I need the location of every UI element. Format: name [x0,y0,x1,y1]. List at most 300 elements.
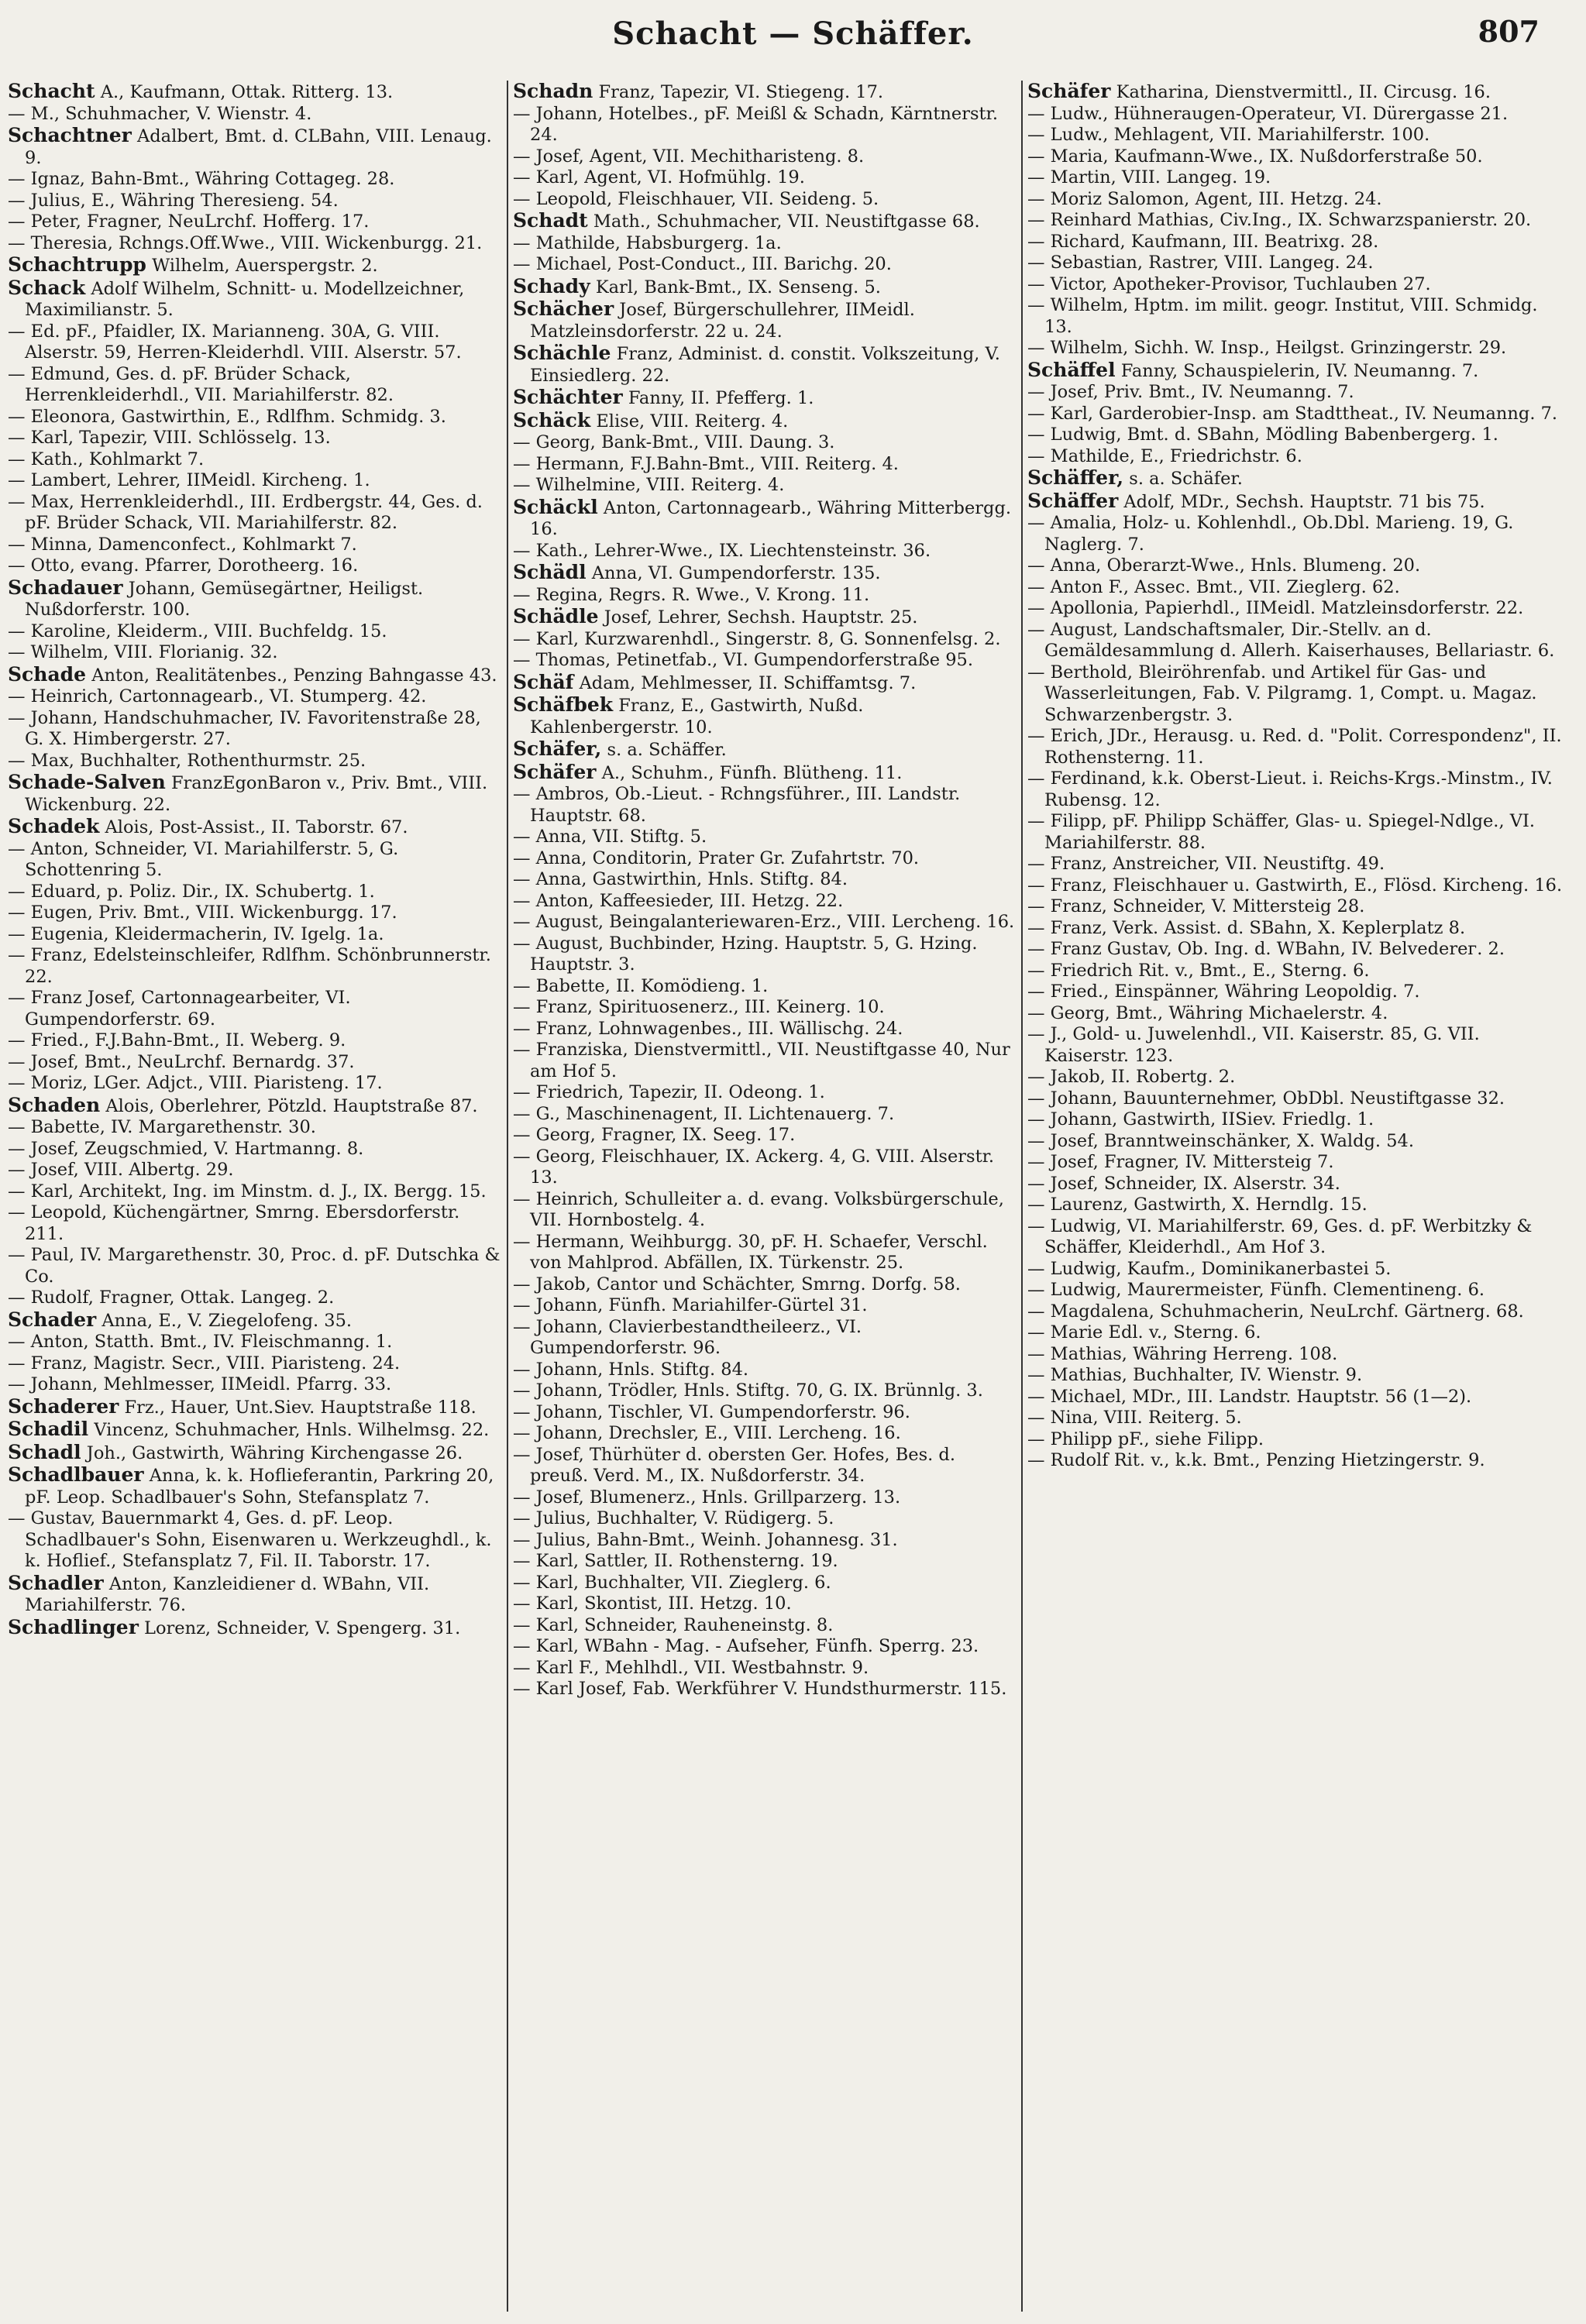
directory-entry [513,869,1017,891]
directory-entry [1027,253,1570,274]
directory-entry [8,882,502,903]
directory-entry [1027,446,1570,468]
entry-details: — Karl, Schneider, Rauheneinstg. 8. [513,1614,834,1635]
entry-details: Karl, Bank-Bmt., IX. Senseng. 5. [595,277,881,297]
entry-details: — Ed. pF., Pfaidler, IX. Marianneng. 30A, G. VIII. Alserstr. 59, Herren-Kleiderhdl. VIII. Alserstr. 57. [8,321,462,363]
directory-entry [513,562,1017,585]
directory-entry [8,555,502,577]
entry-details: — Karl, WBahn - Mag. - Aufseher, Fünfh. Sperrg. 23. [513,1636,979,1656]
directory-entry [513,1573,1017,1594]
directory-entry [8,945,502,988]
directory-entry [8,81,502,104]
entry-details: — Johann, Handschuhmacher, IV. Favoritenstraße 28, G. X. Himbergerstr. 27. [8,707,481,749]
directory-entry [513,912,1017,933]
entry-details: — Franz, Magistr. Secr., VIII. Piaristeng. 24. [8,1353,401,1373]
directory-entry [513,1295,1017,1317]
directory-entry [513,1402,1017,1424]
entry-details: — Georg, Bank-Bmt., VIII. Daung. 3. [513,432,835,452]
directory-entry [8,1464,502,1508]
directory-entry [1027,1131,1570,1153]
directory-entry [8,125,502,169]
directory-entry [1027,338,1570,359]
entry-details: — Theresia, Rchngs.Off.Wwe., VIII. Wickenburgg. 21. [8,232,483,253]
entry-details: — Martin, VIII. Langeg. 19. [1027,167,1271,187]
entry-details: — Heinrich, Cartonnagearb., VI. Stumperg. 42. [8,686,427,706]
entry-details: — Josef, Schneider, IX. Alserstr. 34. [1027,1173,1340,1194]
directory-entry [513,1274,1017,1296]
entry-surname: Schacht [8,81,95,102]
directory-entry [1027,1344,1570,1366]
entry-details: — Leopold, Fleischhauer, VII. Seideng. 5. [513,188,879,209]
entry-details: — Franz, Spirituosenerz., III. Keinerg. 10. [513,997,885,1017]
directory-entry [8,708,502,751]
directory-entry [8,1030,502,1052]
entry-details: Franz, Tapezir, VI. Stiegeng. 17. [598,82,884,102]
entry-details: — Johann, Bauunternehmer, ObDbl. Neustiftgasse 32. [1027,1088,1505,1109]
directory-entry [513,233,1017,255]
entry-details: — Josef, VIII. Albertg. 29. [8,1160,234,1180]
entry-details: — Amalia, Holz- u. Kohlenhdl., Ob.Dbl. Marieng. 19, G. Naglerg. 7. [1027,513,1514,555]
entry-details: Fanny, Schauspielerin, IV. Neumanng. 7. [1120,360,1479,381]
directory-entry [1027,918,1570,940]
directory-entry [1027,1365,1570,1387]
entry-details: — Friedrich Rit. v., Bmt., E., Sterng. 6. [1027,960,1370,981]
directory-entry [513,672,1017,695]
entry-details: — Johann, Trödler, Hnls. Stiftg. 70, G. IX. Brünnlg. 3. [513,1380,983,1401]
entry-surname: Schade [8,662,87,686]
directory-entry [1027,961,1570,982]
entry-details: — Friedrich, Tapezir, II. Odeong. 1. [513,1082,825,1102]
directory-entry [1027,1195,1570,1216]
directory-entry [8,1573,502,1617]
entry-details: — Anton, Kaffeesieder, III. Hetzg. 22. [513,890,844,911]
directory-entry [1027,104,1570,125]
entry-surname: Schächer [513,297,614,320]
entry-details: — Jakob, II. Robertg. 2. [1027,1067,1236,1087]
entry-details: — August, Buchbinder, Hzing. Hauptstr. 5, G. Hzing. Hauptstr. 3. [513,933,978,975]
directory-entry [8,1508,502,1573]
entry-details: Johann, Gemüsegärtner, Heiligst. Nußdorferstr. 100. [25,578,424,620]
entry-details: — Peter, Fragner, NeuLrchf. Hofferg. 17. [8,211,370,232]
directory-entry [1027,274,1570,296]
directory-entry [1027,1280,1570,1301]
directory-entry [1027,1429,1570,1451]
entry-details: — Karl Josef, Fab. Werkführer V. Hundsthurmerstr. 115. [513,1679,1007,1699]
entry-details: — Johann, Drechsler, E., VIII. Lercheng. 16. [513,1423,901,1443]
directory-entry [513,541,1017,562]
entry-details: — August, Beingalanteriewaren-Erz., VIII. Lercheng. 16. [513,912,1015,932]
directory-entry [1027,232,1570,253]
directory-entry [513,1636,1017,1658]
directory-entry [1027,1322,1570,1344]
entry-details: — Ambros, Ob.-Lieut. - Rchngsführer., III. Landstr. Hauptstr. 68. [513,784,961,826]
entry-surname: Schady [513,274,590,297]
entry-details: — Karoline, Kleiderm., VIII. Buchfeldg. 15. [8,621,387,641]
entry-details: Adolf Wilhelm, Schnitt- u. Modellzeichner, Maximilianstr. 5. [25,278,465,320]
directory-entry [513,81,1017,104]
entry-details: — Kath., Kohlmarkt 7. [8,449,205,469]
directory-entry [8,1374,502,1396]
directory-entry [8,924,502,946]
entry-details: — Sebastian, Rastrer, VIII. Langeg. 24. [1027,253,1374,273]
entry-details: Josef, Bürgerschullehrer, IIMeidl. Matzleinsdorferstr. 22 u. 24. [530,300,915,342]
entry-details: A., Kaufmann, Ottak. Ritterg. 13. [100,82,394,102]
directory-entry [513,1530,1017,1552]
directory-entry [1027,1408,1570,1429]
entry-surname: Schachtner [8,124,132,146]
entry-details: — Fried., Einspänner, Währing Leopoldig. 7. [1027,982,1420,1002]
entry-details: Frz., Hauer, Unt.Siev. Hauptstraße 118. [124,1397,476,1418]
directory-entry [513,387,1017,410]
entry-details: — Fried., F.J.Bahn-Bmt., II. Weberg. 9. [8,1030,346,1050]
entry-details: — Ludw., Mehlagent, VII. Mariahilferstr. 100. [1027,125,1430,145]
entry-details: — August, Landschaftsmaler, Dir.-Stellv. an d. Gemäldesammlung d. Allerh. Kaiserhauses, Bellariastr. 6. [1027,619,1555,661]
entry-surname: Schadn [513,81,593,102]
directory-entry [513,1189,1017,1232]
entry-details: — Anna, Oberarzt-Wwe., Hnls. Blumeng. 20. [1027,555,1421,576]
entry-details: — Babette, II. Komödieng. 1. [513,975,769,996]
entry-details: — Marie Edl. v., Sterng. 6. [1027,1322,1261,1342]
directory-entry [513,1232,1017,1274]
directory-entry [1027,490,1570,514]
directory-entry [1027,620,1570,662]
directory-entry [513,997,1017,1019]
entry-surname: Schäck [513,408,591,431]
entry-details: — Michael, MDr., III. Landstr. Hauptstr. 56 (1—2). [1027,1386,1472,1407]
entry-surname: Schädl [513,561,587,583]
entry-details: — Josef, Bmt., NeuLrchf. Bernardg. 37. [8,1051,355,1072]
entry-details: — Max, Buchhalter, Rothenthurmstr. 25. [8,750,366,771]
entry-details: — Philipp pF., siehe Filipp. [1027,1428,1264,1449]
entry-details: — Moriz, LGer. Adjct., VIII. Piaristeng. 17. [8,1073,383,1093]
entry-details: — Otto, evang. Pfarrer, Dorotheerg. 16. [8,555,359,576]
entry-details: — Kath., Lehrer-Wwe., IX. Liechtensteinstr. 36. [513,540,931,561]
directory-entry [513,1317,1017,1360]
directory-entry [8,686,502,708]
entry-details: — Franz, Fleischhauer u. Gastwirth, E., Flösd. Kircheng. 16. [1027,875,1563,896]
entry-details: — Franziska, Dienstvermittl., VII. Neustiftgasse 40, Nur am Hof 5. [513,1040,1010,1081]
directory-entry [1027,577,1570,599]
entry-details: — Michael, Post-Conduct., III. Barichg. 20. [513,254,892,274]
entry-details: — Franz Josef, Cartonnagearbeiter, VI. Gumpendorferstr. 69. [8,988,351,1030]
directory-entry [513,475,1017,497]
entry-details: — Josef, Branntweinschänker, X. Waldg. 54. [1027,1130,1414,1151]
entry-surname: Schadek [8,815,100,837]
entry-details: — Josef, Zeugschmied, V. Hartmanng. 8. [8,1138,364,1159]
entry-details: — Reinhard Mathias, Civ.Ing., IX. Schwarzspanierstr. 20. [1027,210,1532,230]
entry-details: — Max, Herrenkleiderhdl., III. Erdbergstr. 44, Ges. d. pF. Brüder Schack, VII. Mariahilferstr. 82. [8,491,483,533]
entry-details: Adalbert, Bmt. d. CLBahn, VIII. Lenaug. 9. [25,126,492,168]
entry-details: — Johann, Hnls. Stiftg. 84. [513,1359,749,1380]
entry-surname: Schächter [513,386,623,408]
entry-surname: Schadauer [8,576,123,599]
directory-columns [8,81,1578,2312]
entry-details: — Wilhelm, Hptm. im milit. geogr. Institut, VIII. Schmidg. 13. [1027,295,1538,337]
directory-entry [8,1052,502,1074]
directory-entry [513,104,1017,146]
entry-details: — Karl, Skontist, III. Hetzg. 10. [513,1593,792,1614]
directory-entry [8,1181,502,1203]
entry-details: — Johann, Fünfh. Mariahilfer-Gürtel 31. [513,1295,868,1315]
entry-details: — Josef, Thürhüter d. obersten Ger. Hofes, Bes. d. preuß. Verd. M., IX. Nußdorferstr. 34. [513,1444,955,1486]
directory-entry [8,1245,502,1287]
entry-details: — Franz, Schneider, V. Mittersteig 28. [1027,896,1365,916]
entry-details: — Eugenia, Kleidermacherin, IV. Igelg. 1a. [8,923,384,944]
entry-details: — Franz, Verk. Assist. d. SBahn, X. Keplerplatz 8. [1027,917,1466,938]
directory-entry [8,772,502,816]
directory-entry [513,167,1017,189]
directory-entry [1027,1259,1570,1281]
directory-entry [513,1082,1017,1104]
entry-surname: Schäfbek [513,693,614,716]
directory-entry [8,839,502,882]
entry-details: — Mathias, Buchhalter, IV. Wienstr. 9. [1027,1365,1363,1385]
directory-entry [8,1073,502,1095]
entry-details: — Karl, Garderobier-Insp. am Stadttheat., IV. Neumanng. 7. [1027,403,1558,424]
entry-surname: Schaden [8,1093,101,1116]
entry-details: — Karl, Sattler, II. Rothensterng. 19. [513,1551,838,1571]
entry-details: Math., Schuhmacher, VII. Neustiftgasse 68. [593,211,980,232]
directory-entry [513,1125,1017,1147]
entry-details: — Josef, Fragner, IV. Mittersteig 7. [1027,1152,1334,1172]
directory-entry [513,1147,1017,1189]
entry-details: — Jakob, Cantor und Schächter, Smrng. Dorfg. 58. [513,1274,961,1294]
column-2 [513,81,1017,2312]
directory-entry [1027,1450,1570,1472]
entry-details: — Ludw., Hühneraugen-Operateur, VI. Dürergasse 21. [1027,103,1509,124]
entry-details: — Babette, IV. Margarethenstr. 30. [8,1117,316,1137]
entry-details: — Johann, Mehlmesser, IIMeidl. Pfarrg. 33. [8,1374,392,1394]
directory-entry [513,606,1017,629]
directory-entry [513,342,1017,387]
directory-entry [8,254,502,277]
entry-details: — Franz Gustav, Ob. Ing. d. WBahn, IV. Belvederег. 2. [1027,939,1505,959]
entry-details: — Georg, Fleischhauer, IX. Ackerg. 4, G. VIII. Alserstr. 13. [513,1146,995,1188]
entry-details: A., Schuhm., Fünfh. Blütheng. 11. [601,762,903,783]
directory-entry [513,1593,1017,1615]
directory-entry [513,1445,1017,1487]
entry-details: — Victor, Apotheker-Provisor, Tuchlauben 27. [1027,273,1431,294]
directory-entry [8,407,502,428]
directory-entry [513,1040,1017,1082]
entry-details: — Moriz Salomon, Agent, III. Hetzg. 24. [1027,188,1382,209]
entry-details: — Mathilde, Habsburgerg. 1a. [513,232,782,253]
entry-details: — Wilhelm, VIII. Florianig. 32. [8,642,278,662]
entry-surname: Schade-Salven [8,771,166,793]
entry-details: — Rudolf Rit. v., k.k. Bmt., Penzing Hietzingerstr. 9. [1027,1450,1485,1470]
directory-entry [8,902,502,924]
entry-details: — Johann, Hotelbes., pF. Meißl & Schadn, Kärntnerstr. 24. [513,103,998,145]
entry-surname: Schäffer [1027,489,1119,512]
directory-entry [8,751,502,772]
entry-details: — Ludwig, Bmt. d. SBahn, Mödling Babenbergerg. 1. [1027,425,1498,445]
entry-details: — Anna, Gastwirthin, Hnls. Stiftg. 84. [513,869,848,889]
entry-surname: Schaderer [8,1394,119,1418]
directory-entry [8,191,502,212]
entry-details: — J., Gold- u. Juwelenhdl., VII. Kaiserstr. 85, G. VII. Kaiserstr. 123. [1027,1024,1480,1066]
directory-entry [8,1353,502,1375]
directory-entry [1027,896,1570,918]
page-title: Schacht — Schäffer. [612,15,974,52]
entry-details: FranzEgonBaron v., Priv. Bmt., VIII. Wickenburg. 22. [25,773,488,815]
entry-details: — Josef, Priv. Bmt., IV. Neumanng. 7. [1027,382,1354,402]
directory-entry [8,988,502,1030]
directory-entry [1027,1174,1570,1195]
directory-entry [1027,359,1570,383]
directory-entry [513,585,1017,607]
entry-details: — Thomas, Petinetfab., VI. Gumpendorferstraße 95. [513,650,974,670]
directory-entry [513,1658,1017,1679]
directory-entry [8,277,502,321]
directory-entry [8,664,502,687]
entry-details: — Edmund, Ges. d. pF. Brüder Schack, Herrenkleiderhdl., VII. Mariahilferstr. 82. [8,363,394,405]
entry-surname: Schäffer, [1027,466,1124,489]
entry-details: — Nina, VIII. Reiterg. 5. [1027,1408,1242,1428]
entry-details: — G., Maschinenagent, II. Lichtenauerg. 7. [513,1103,895,1124]
entry-details: — Gustav, Bauernmarkt 4, Ges. d. pF. Leop. Schadlbauer's Sohn, Eisenwaren u. Werkzeughdl., k. k. Hoflief., Stefansplatz 7, Fil. II. Taborstr. 17. [8,1508,492,1571]
directory-entry [1027,662,1570,727]
entry-details: — Karl, Tapezir, VIII. Schlösselg. 13. [8,428,331,448]
entry-details: s. a. Schäfer. [1129,469,1243,489]
directory-entry [8,535,502,556]
entry-details: — Hermann, F.J.Bahn-Bmt., VIII. Reiterg. 4. [513,453,899,474]
directory-entry [8,1617,502,1640]
directory-entry [513,1380,1017,1402]
entry-details: — Mathias, Währing Herreng. 108. [1027,1343,1338,1364]
directory-entry [8,449,502,471]
entry-details: Alois, Post-Assist., II. Taborstr. 67. [105,817,408,837]
entry-details: Josef, Lehrer, Sechsh. Hauptstr. 25. [604,607,918,627]
directory-entry [8,233,502,255]
entry-details: Lorenz, Schneider, V. Spengerg. 31. [144,1618,461,1638]
entry-details: — Apollonia, Papierhdl., IIMeidl. Matzleinsdorferstr. 22. [1027,598,1524,618]
directory-entry [1027,404,1570,425]
directory-entry [8,492,502,535]
directory-entry [1027,467,1570,490]
directory-entry [8,577,502,621]
directory-entry [513,410,1017,433]
entry-details: Elise, VIII. Reiterg. 4. [596,411,789,431]
entry-surname: Schäfer, [513,737,602,760]
directory-entry [8,1442,502,1465]
column-1 [8,81,502,2312]
entry-details: — Julius, E., Währing Theresieng. 54. [8,190,339,211]
directory-entry [1027,382,1570,404]
entry-surname: Schäfer [513,760,597,783]
entry-details: — Josef, Agent, VII. Mechitharisteng. 8. [513,146,865,167]
directory-entry [8,104,502,125]
entry-details: Anna, k. k. Hoflieferantin, Parkring 20, pF. Leop. Schadlbauer's Sohn, Stefansplatz 7. [25,1466,494,1508]
directory-entry [1027,811,1570,854]
entry-surname: Schadil [8,1418,89,1440]
entry-details: — Wilhelm, Sichh. W. Insp., Heilgst. Grinzingerstr. 29. [1027,338,1507,358]
entry-surname: Schader [8,1308,97,1331]
directory-entry [8,211,502,233]
entry-details: — Ludwig, VI. Mariahilferstr. 69, Ges. d. pF. Werbitzky & Schäffer, Kleiderhdl., Am Hof 3. [1027,1215,1533,1257]
entry-details: — Anton, Schneider, VI. Mariahilferstr. 5, G. Schottenring 5. [8,838,399,880]
directory-entry [8,1309,502,1332]
entry-surname: Schadlinger [8,1615,139,1638]
directory-entry [8,1202,502,1245]
entry-details: — Julius, Buchhalter, V. Rüdigerg. 5. [513,1508,834,1528]
entry-details: — M., Schuhmacher, V. Wienstr. 4. [8,103,312,124]
entry-surname: Schachtrupp [8,253,146,276]
directory-entry [8,621,502,643]
entry-details: Adam, Mehlmesser, II. Schiffamtsg. 7. [579,672,917,693]
entry-details: — Berthold, Bleiröhrenfab. und Artikel für Gas- und Wasserleitungen, Fab. V. Pilgramg. 1, Compt. u. Magaz. Schwarzenbergstr. 3. [1027,662,1537,725]
directory-entry [1027,768,1570,811]
entry-surname: Schack [8,276,86,299]
entry-details: Katharina, Dienstvermittl., II. Circusg. 16. [1116,82,1491,102]
entry-details: — Paul, IV. Margarethenstr. 30, Proc. d. pF. Dutschka & Co. [8,1245,501,1287]
entry-details: — Hermann, Weihburgg. 30, pF. H. Schaefer, Verschl. von Mahlprod. Abfällen, IX. Türkenstr. 25. [513,1231,988,1273]
directory-entry [1027,1003,1570,1025]
entry-details: — Julius, Bahn-Bmt., Weinh. Johannesg. 31. [513,1529,898,1550]
column-rule [507,81,508,2312]
directory-entry [1027,982,1570,1003]
directory-entry [1027,598,1570,620]
entry-details: Anton, Kanzleidiener d. WBahn, VII. Mariahilferstr. 76. [25,1573,430,1615]
entry-details: — Ferdinand, k.k. Oberst-Lieut. i. Reichs-Krgs.-Minstm., IV. Rubensg. 12. [1027,768,1553,810]
entry-details: Anna, E., V. Ziegelofeng. 35. [101,1310,353,1331]
directory-entry [513,827,1017,848]
entry-details: — Heinrich, Schulleiter a. d. evang. Volksbürgerschule, VII. Hornbostelg. 4. [513,1188,1004,1230]
entry-surname: Schädle [513,605,599,627]
directory-entry [513,1360,1017,1381]
entry-details: Wilhelm, Auerspergstr. 2. [152,256,378,276]
entry-details: — Maria, Kaufmann-Wwe., IX. Nußdorferstraße 50. [1027,146,1483,167]
entry-details: Joh., Gastwirth, Währing Kirchengasse 26. [86,1442,463,1463]
directory-entry [513,1615,1017,1637]
entry-details: — Karl, Kurzwarenhdl., Singerstr. 8, G. Sonnenfelsg. 2. [513,628,1001,649]
entry-surname: Schäffel [1027,358,1116,381]
directory-entry [513,298,1017,342]
directory-entry [513,933,1017,976]
entry-details: — Johann, Gastwirth, IISiev. Friedlg. 1. [1027,1109,1374,1129]
directory-entry [513,210,1017,233]
directory-entry [513,738,1017,761]
directory-entry [1027,854,1570,875]
directory-entry [513,1104,1017,1126]
entry-details: — Laurenz, Gastwirth, X. Herndlg. 15. [1027,1195,1368,1215]
directory-entry [1027,146,1570,168]
directory-entry [513,454,1017,476]
entry-details: — Filipp, pF. Philipp Schäffer, Glas- u. Spiegel-Ndlge., VI. Mariahilferstr. 88. [1027,811,1536,853]
entry-surname: Schäf [513,670,574,693]
directory-entry [513,629,1017,651]
entry-details: — Ludwig, Maurermeister, Fünfh. Clementineng. 6. [1027,1280,1485,1300]
directory-entry [1027,167,1570,189]
directory-entry [1027,81,1570,104]
entry-details: — Erich, JDr., Herausg. u. Red. d. "Polit. Correspondenz", II. Rothensterng. 11. [1027,726,1562,768]
directory-entry [1027,875,1570,897]
directory-entry [1027,1301,1570,1323]
directory-entry [1027,1088,1570,1110]
directory-entry [8,816,502,839]
entry-surname: Schächle [513,342,611,364]
directory-entry [1027,1024,1570,1067]
directory-entry [513,1679,1017,1700]
entry-details: — Franz, Edelsteinschleifer, Rdlfhm. Schönbrunnerstr. 22. [8,945,491,987]
entry-details: Anna, VI. Gumpendorferstr. 135. [591,563,881,583]
entry-details: s. a. Schäffer. [607,740,727,760]
directory-entry [1027,210,1570,232]
directory-entry [513,694,1017,738]
directory-entry [513,1551,1017,1573]
entry-details: Alois, Oberlehrer, Pötzld. Hauptstraße 87. [105,1095,478,1116]
directory-entry [8,169,502,191]
entry-details: — Eleonora, Gastwirthin, E., Rdlfhm. Schmidg. 3. [8,406,446,427]
